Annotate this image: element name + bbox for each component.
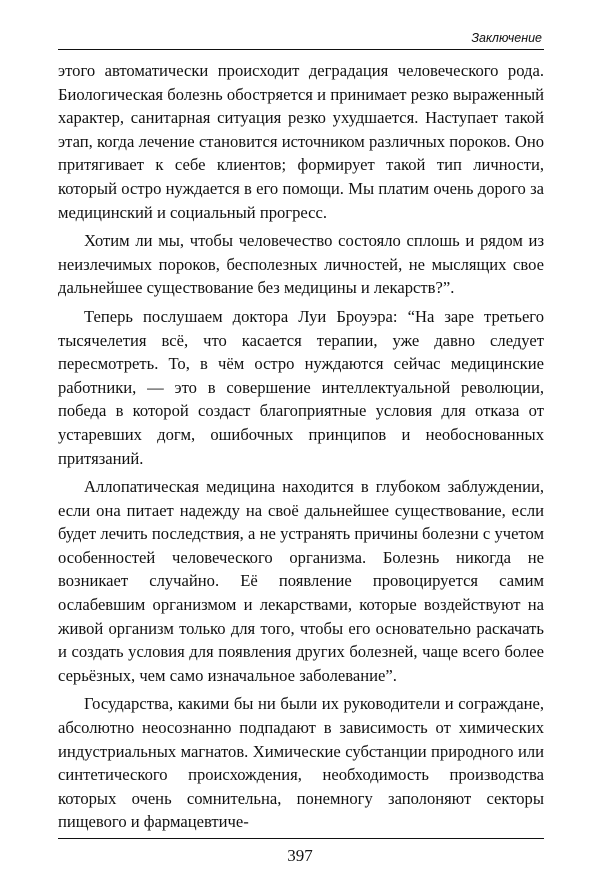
paragraph: Аллопатическая медицина находится в глубоком заблуждении, если она питает надежду на своё дальнейшее существование, если будет лечить последствия, а не устранять причины болезни с учетом особенностей человеческого организма. Болезнь никогда не возникает случайно. Её появление провоцируется самим ослабевшим организмом и лекарствами, которые воздействуют на живой организм только для того, чтобы его основательно раскачать и создать условия для появления других болезней, чаще всего более серьёзных, чем само изначальное заболевание”.	[58, 477, 544, 685]
paragraph-continuation: этого автоматически происходит деградация человеческого рода. Биологическая болезнь обостряется и принимает резко выраженный характер, санитарная ситуация резко ухудшается. Наступает такой этап, когда лечение становится источником различных пороков. Оно притягивает к себе клиентов; формирует такой тип личности, который остро нуждается в его помощи. Мы платим очень дорого за медицинский и социальный прогресс.	[58, 61, 544, 222]
paragraph: Хотим ли мы, чтобы человечество состояло сплошь и рядом из неизлечимых пороков, бесполезных личностей, не мыслящих свое дальнейшее существование без медицины и лекарств?”.	[58, 231, 544, 298]
header-divider	[58, 49, 544, 50]
footer-divider	[58, 838, 544, 839]
page-number: 397	[287, 846, 313, 865]
paragraph: Государства, какими бы ни были их руководители и сограждане, абсолютно неосознанно подпадают в зависимость от химических индустриальных магнатов. Химические субстанции природного или синтетического происхождения, необходимость производства которых очень сомнительна, понемногу заполоняют секторы пищевого и фармацевтиче-	[58, 694, 544, 832]
paragraph: Теперь послушаем доктора Луи Броуэра: “На заре третьего тысячелетия всё, что касается терапии, уже давно следует пересмотреть. То, в чём остро нуждаются сейчас медицинские работники, — это в совершение интеллектуальной революции, победа в которой создаст благоприятные условия для отказа от устаревших догм, ошибочных принципов и необоснованных притязаний.	[58, 306, 544, 468]
page-body	[58, 59, 544, 834]
book-page	[58, 30, 544, 834]
running-header-title: Заключение	[471, 31, 542, 45]
